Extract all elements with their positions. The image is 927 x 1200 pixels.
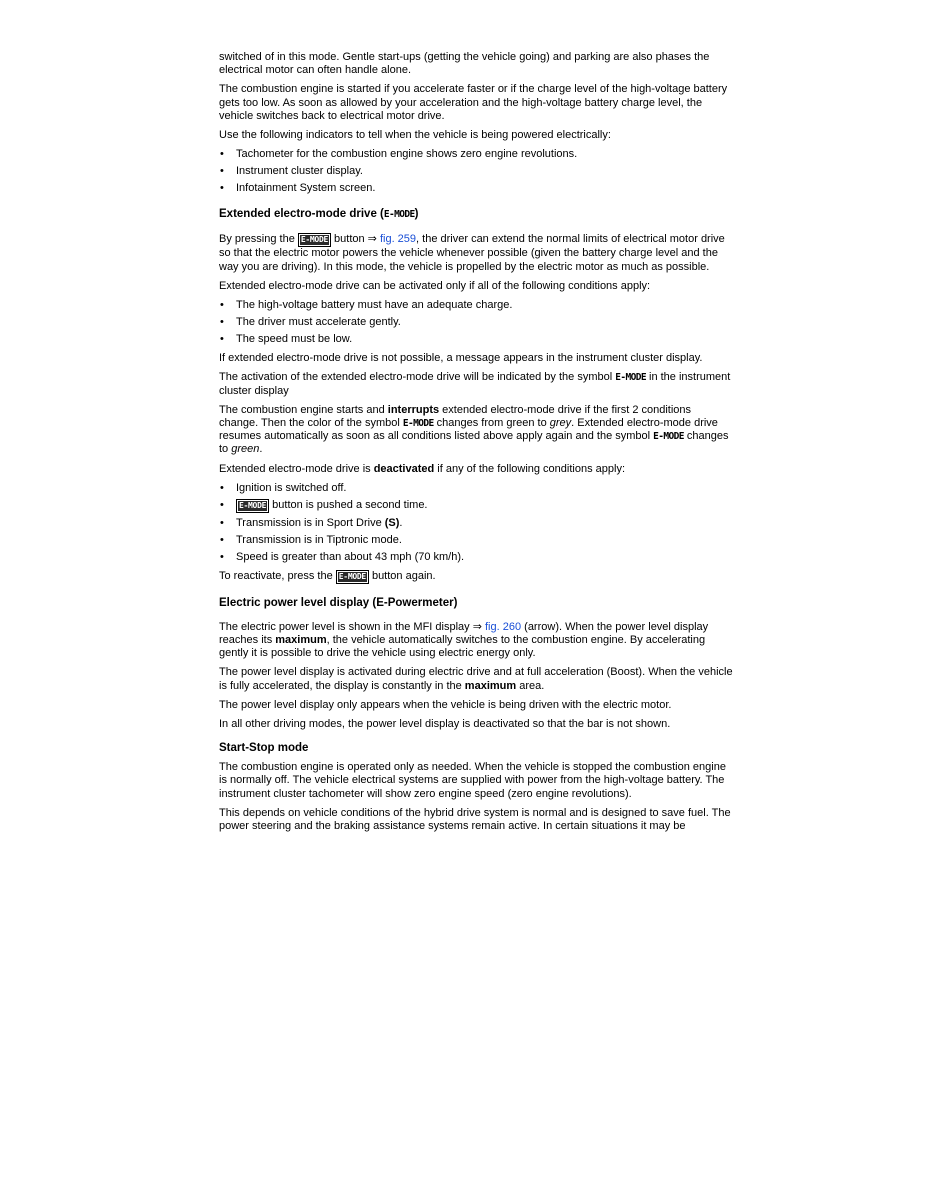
document-page — [219, 51, 733, 839]
emode-paragraph-1: By pressing the E-MODE button ⇒ fig. 259, the driver can extend the normal limits of electrical motor drive so that the electric motor powers the vehicle whenever possible (given the battery charge level and the way you are driving). In this mode, the vehicle is propelled by the electric motor as much as possible. — [219, 233, 725, 273]
activation-conditions-list — [219, 299, 733, 346]
indicator-list — [219, 148, 733, 195]
powermeter-paragraph-4: In all other driving modes, the power level display is deactivated so that the bar is not shown. — [219, 718, 671, 731]
list-item: • Ignition is switched off. — [219, 482, 733, 495]
startstop-heading: Start-Stop mode — [219, 742, 309, 755]
emode-heading: Extended electro-mode drive (E-MODE) — [219, 208, 419, 221]
emode-button-icon: E-MODE — [298, 233, 331, 247]
emode-button-icon: E-MODE — [336, 570, 369, 584]
emode-paragraph-3: If extended electro-mode drive is not possible, a message appears in the instrument cluster display. — [219, 352, 703, 365]
intro-paragraph-3: Use the following indicators to tell when the vehicle is being powered electrically: — [219, 129, 611, 142]
list-item: • Instrument cluster display. — [219, 165, 733, 178]
fig-260-link[interactable]: fig. 260 — [485, 620, 522, 633]
emode-button-icon: E-MODE — [236, 499, 269, 513]
intro-paragraph-1: switched of in this mode. Gentle start-ups (getting the vehicle going) and parking are also phases the electrical motor can often handle alone. — [219, 51, 710, 77]
powermeter-paragraph-1: The electric power level is shown in the MFI display ⇒ fig. 260 (arrow). When the power level display reaches its maximum, the vehicle automatically switches to the combustion engine. By accelerating gently it is possible to drive the vehicle using electric energy only. — [219, 620, 709, 660]
powermeter-paragraph-2: The power level display is activated during electric drive and at full acceleration (Boost). When the vehicle is fully accelerated, the display is constantly in the maximum area. — [219, 666, 733, 692]
emode-paragraph-2: Extended electro-mode drive can be activated only if all of the following conditions apply: — [219, 279, 651, 292]
deactivation-conditions-list — [219, 482, 733, 564]
emode-paragraph-7: To reactivate, press the E-MODE button again. — [219, 569, 436, 582]
powermeter-paragraph-3: The power level display only appears when the vehicle is being driven with the electric motor. — [219, 698, 672, 711]
list-item: • Speed is greater than about 43 mph (70 km/h). — [219, 551, 733, 564]
emode-symbol: E-MODE — [402, 418, 434, 430]
list-item: • The speed must be low. — [219, 333, 733, 346]
list-item: • Transmission is in Tiptronic mode. — [219, 534, 733, 547]
emode-paragraph-6: Extended electro-mode drive is deactivated if any of the following conditions apply: — [219, 462, 625, 475]
list-item: • E-MODE button is pushed a second time. — [219, 499, 733, 513]
emode-symbol: E-MODE — [383, 209, 415, 221]
list-item: • The high-voltage battery must have an adequate charge. — [219, 299, 733, 312]
list-item: • Tachometer for the combustion engine shows zero engine revolutions. — [219, 148, 733, 161]
fig-259-link[interactable]: fig. 259 — [379, 233, 417, 246]
list-item: • Infotainment System screen. — [219, 182, 733, 195]
powermeter-heading: Electric power level display (E-Powermeter) — [219, 596, 458, 609]
startstop-paragraph-1: The combustion engine is operated only as needed. When the vehicle is stopped the combustion engine is normally off. The vehicle electrical systems are supplied with power from the high-voltage battery. The instrument cluster tachometer will show zero engine speed (zero engine revolutions). — [219, 761, 726, 800]
emode-symbol: E-MODE — [615, 372, 646, 384]
intro-paragraph-2: The combustion engine is started if you accelerate faster or if the charge level of the high-voltage battery gets too low. As soon as allowed by your acceleration and the high-voltage battery charge level, the vehicle switches back to electrical motor drive. — [219, 83, 728, 122]
startstop-paragraph-2: This depends on vehicle conditions of the hybrid drive system is normal and is designed to save fuel. The power steering and the braking assistance systems remain active. In certain situations it may be — [219, 806, 731, 833]
emode-paragraph-5: The combustion engine starts and interrupts extended electro-mode drive if the first 2 conditions change. Then the color of the symbol E-MODE changes from green to grey. Extended electro-mode drive resumes automatically as soon as all conditions listed above apply again and the symbol E-MODE changes to green. — [219, 403, 729, 456]
list-item: • Transmission is in Sport Drive (S). — [219, 517, 733, 530]
emode-paragraph-4: The activation of the extended electro-mode drive will be indicated by the symbol E-MODE in the instrument cluster display — [219, 371, 731, 397]
list-item: • The driver must accelerate gently. — [219, 316, 733, 329]
emode-symbol: E-MODE — [653, 431, 684, 443]
